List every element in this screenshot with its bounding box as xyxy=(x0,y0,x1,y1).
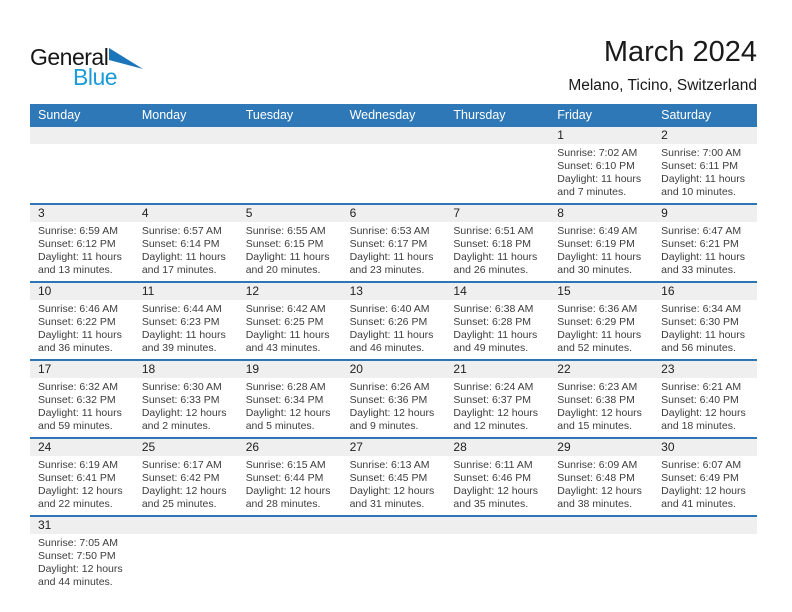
daylight-hours-line: Daylight: 11 hours xyxy=(557,329,642,341)
sunrise-line: Sunrise: 6:23 AM xyxy=(557,381,638,393)
day-number xyxy=(445,517,549,534)
sunrise-line: Sunrise: 6:24 AM xyxy=(453,381,534,393)
sunset-line: Sunset: 6:21 PM xyxy=(661,238,739,250)
sunrise-line: Sunrise: 6:46 AM xyxy=(38,303,118,315)
sunset-line: Sunset: 6:46 PM xyxy=(453,472,532,484)
daylight-minutes-line: and 26 minutes. xyxy=(453,264,529,276)
daylight-hours-line: Daylight: 11 hours xyxy=(38,407,122,419)
daylight-hours-line: Daylight: 11 hours xyxy=(38,329,122,341)
day-number xyxy=(134,517,238,534)
sunset-line: Sunset: 6:37 PM xyxy=(453,394,532,406)
day-cell xyxy=(30,283,134,359)
day-details xyxy=(445,456,549,515)
weekday-header-friday: Friday xyxy=(557,108,593,122)
daylight-minutes-line: and 5 minutes. xyxy=(245,420,315,432)
day-cell xyxy=(445,127,549,203)
sunrise-line: Sunrise: 6:32 AM xyxy=(38,381,118,393)
day-cell xyxy=(134,205,238,281)
daylight-hours-line: Daylight: 11 hours xyxy=(557,251,642,263)
daylight-minutes-line: and 28 minutes. xyxy=(245,498,321,510)
daylight-hours-line: Daylight: 12 hours xyxy=(38,563,123,575)
day-details xyxy=(445,534,549,591)
week-row xyxy=(30,283,757,361)
day-cell xyxy=(134,283,238,359)
daylight-minutes-line: and 18 minutes. xyxy=(661,420,736,432)
sunrise-line: Sunrise: 6:13 AM xyxy=(349,459,430,471)
sunrise-line: Sunrise: 6:21 AM xyxy=(661,381,742,393)
day-cell xyxy=(549,439,653,515)
sunrise-line: Sunrise: 6:49 AM xyxy=(557,225,638,237)
weekday-header-wednesday: Wednesday xyxy=(349,108,416,122)
weekday-header-thursday: Thursday xyxy=(453,108,506,122)
day-number xyxy=(549,517,653,534)
daylight-minutes-line: and 30 minutes. xyxy=(557,264,632,276)
day-number: 24 xyxy=(30,439,134,456)
day-details xyxy=(445,300,549,359)
day-cell xyxy=(653,283,757,359)
day-number: 9 xyxy=(653,205,757,222)
day-cell xyxy=(134,361,238,437)
day-cell xyxy=(445,439,549,515)
sunset-line: Sunset: 6:14 PM xyxy=(141,238,220,250)
daylight-minutes-line: and 38 minutes. xyxy=(557,498,632,510)
sunset-line: Sunset: 6:23 PM xyxy=(141,316,220,328)
daylight-minutes-line: and 41 minutes. xyxy=(661,498,736,510)
day-details xyxy=(134,534,238,591)
day-number xyxy=(445,127,549,144)
daylight-minutes-line: and 20 minutes. xyxy=(245,264,321,276)
day-cell xyxy=(30,439,134,515)
daylight-hours-line: Daylight: 12 hours xyxy=(453,407,539,419)
daylight-minutes-line: and 59 minutes. xyxy=(38,420,113,432)
sunset-line: Sunset: 6:49 PM xyxy=(661,472,739,484)
day-number: 29 xyxy=(549,439,653,456)
week-row xyxy=(30,439,757,517)
day-details xyxy=(549,144,653,203)
day-details xyxy=(134,144,238,201)
day-number: 15 xyxy=(549,283,653,300)
daylight-hours-line: Daylight: 12 hours xyxy=(661,407,746,419)
daylight-minutes-line: and 36 minutes. xyxy=(38,342,113,354)
daylight-hours-line: Daylight: 12 hours xyxy=(557,485,642,497)
weekday-header-tuesday: Tuesday xyxy=(245,108,294,122)
day-number: 25 xyxy=(134,439,238,456)
week-row xyxy=(30,127,757,205)
daylight-minutes-line: and 10 minutes. xyxy=(661,186,736,198)
sunset-line: Sunset: 6:32 PM xyxy=(38,394,116,406)
sunrise-line: Sunrise: 7:05 AM xyxy=(38,537,118,549)
day-cell xyxy=(549,283,653,359)
day-cell xyxy=(445,283,549,359)
daylight-minutes-line: and 39 minutes. xyxy=(141,342,217,354)
daylight-minutes-line: and 13 minutes. xyxy=(38,264,113,276)
day-cell xyxy=(445,205,549,281)
day-number: 30 xyxy=(653,439,757,456)
weekday-header-saturday: Saturday xyxy=(661,108,712,122)
day-cell xyxy=(342,205,446,281)
day-details xyxy=(342,222,446,281)
sunset-line: Sunset: 6:30 PM xyxy=(661,316,739,328)
day-number: 20 xyxy=(342,361,446,378)
sunset-line: Sunset: 6:42 PM xyxy=(141,472,220,484)
day-number: 16 xyxy=(653,283,757,300)
day-cell xyxy=(445,361,549,437)
sunset-line: Sunset: 7:50 PM xyxy=(38,550,116,562)
day-number: 23 xyxy=(653,361,757,378)
sunrise-line: Sunrise: 6:15 AM xyxy=(245,459,326,471)
day-cell xyxy=(134,439,238,515)
sunset-line: Sunset: 6:48 PM xyxy=(557,472,635,484)
daylight-hours-line: Daylight: 11 hours xyxy=(557,173,642,185)
day-number: 8 xyxy=(549,205,653,222)
daylight-minutes-line: and 35 minutes. xyxy=(453,498,529,510)
day-cell xyxy=(549,127,653,203)
day-cell xyxy=(238,127,342,203)
daylight-hours-line: Daylight: 11 hours xyxy=(661,329,745,341)
day-number: 31 xyxy=(30,517,134,534)
daylight-minutes-line: and 12 minutes. xyxy=(453,420,529,432)
week-row xyxy=(30,517,757,593)
daylight-minutes-line: and 23 minutes. xyxy=(349,264,425,276)
sunset-line: Sunset: 6:19 PM xyxy=(557,238,635,250)
day-details xyxy=(342,144,446,201)
sunset-line: Sunset: 6:41 PM xyxy=(38,472,116,484)
daylight-hours-line: Daylight: 11 hours xyxy=(245,251,330,263)
sunset-line: Sunset: 6:34 PM xyxy=(245,394,324,406)
daylight-hours-line: Daylight: 12 hours xyxy=(349,485,435,497)
sunrise-line: Sunrise: 6:28 AM xyxy=(245,381,326,393)
day-cell xyxy=(30,205,134,281)
day-cell xyxy=(653,205,757,281)
daylight-minutes-line: and 52 minutes. xyxy=(557,342,632,354)
sunrise-line: Sunrise: 6:36 AM xyxy=(557,303,638,315)
day-details xyxy=(445,378,549,437)
daylight-hours-line: Daylight: 12 hours xyxy=(557,407,642,419)
day-number: 27 xyxy=(342,439,446,456)
sunrise-line: Sunrise: 6:40 AM xyxy=(349,303,430,315)
calendar-table xyxy=(30,104,757,593)
day-details xyxy=(134,300,238,359)
weekday-header-sunday: Sunday xyxy=(38,108,81,122)
page-title: March 2024 xyxy=(603,36,757,68)
sunrise-line: Sunrise: 6:42 AM xyxy=(245,303,326,315)
sunrise-line: Sunrise: 6:09 AM xyxy=(557,459,638,471)
sunset-line: Sunset: 6:10 PM xyxy=(557,160,635,172)
sunrise-line: Sunrise: 6:07 AM xyxy=(661,459,742,471)
sunset-line: Sunset: 6:45 PM xyxy=(349,472,428,484)
sunset-line: Sunset: 6:11 PM xyxy=(661,160,738,172)
sunrise-line: Sunrise: 6:34 AM xyxy=(661,303,742,315)
daylight-hours-line: Daylight: 12 hours xyxy=(349,407,435,419)
day-number xyxy=(134,127,238,144)
weekday-header-monday: Monday xyxy=(141,108,187,122)
day-number: 11 xyxy=(134,283,238,300)
sunrise-line: Sunrise: 6:11 AM xyxy=(453,459,533,471)
daylight-minutes-line: and 31 minutes. xyxy=(349,498,425,510)
sunset-line: Sunset: 6:33 PM xyxy=(141,394,220,406)
daylight-hours-line: Daylight: 12 hours xyxy=(141,407,227,419)
sunrise-line: Sunrise: 7:00 AM xyxy=(661,147,742,159)
day-number: 13 xyxy=(342,283,446,300)
sunset-line: Sunset: 6:38 PM xyxy=(557,394,635,406)
sunrise-line: Sunrise: 6:47 AM xyxy=(661,225,742,237)
day-details xyxy=(134,378,238,437)
day-cell xyxy=(653,361,757,437)
day-number: 12 xyxy=(238,283,342,300)
week-row xyxy=(30,361,757,439)
day-number: 18 xyxy=(134,361,238,378)
day-cell xyxy=(238,205,342,281)
day-cell xyxy=(653,517,757,593)
weekday-header-row xyxy=(30,104,757,127)
day-details xyxy=(342,378,446,437)
day-details xyxy=(549,456,653,515)
day-details xyxy=(238,534,342,591)
sunset-line: Sunset: 6:25 PM xyxy=(245,316,324,328)
day-cell xyxy=(134,127,238,203)
sunset-line: Sunset: 6:40 PM xyxy=(661,394,739,406)
day-details xyxy=(30,534,134,593)
sunrise-line: Sunrise: 7:02 AM xyxy=(557,147,638,159)
daylight-minutes-line: and 7 minutes. xyxy=(557,186,627,198)
day-cell xyxy=(342,517,446,593)
day-number: 7 xyxy=(445,205,549,222)
day-details xyxy=(134,456,238,515)
day-cell xyxy=(238,361,342,437)
sunrise-line: Sunrise: 6:51 AM xyxy=(453,225,534,237)
daylight-minutes-line: and 43 minutes. xyxy=(245,342,321,354)
daylight-minutes-line: and 44 minutes. xyxy=(38,576,113,588)
sunrise-line: Sunrise: 6:26 AM xyxy=(349,381,430,393)
sunset-line: Sunset: 6:28 PM xyxy=(453,316,532,328)
daylight-hours-line: Daylight: 12 hours xyxy=(141,485,227,497)
sunrise-line: Sunrise: 6:53 AM xyxy=(349,225,430,237)
daylight-minutes-line: and 46 minutes. xyxy=(349,342,425,354)
day-details xyxy=(30,300,134,359)
sunrise-line: Sunrise: 6:38 AM xyxy=(453,303,534,315)
day-details xyxy=(653,534,757,591)
daylight-hours-line: Daylight: 12 hours xyxy=(38,485,123,497)
day-number xyxy=(342,127,446,144)
day-cell xyxy=(30,361,134,437)
daylight-minutes-line: and 2 minutes. xyxy=(141,420,211,432)
daylight-hours-line: Daylight: 11 hours xyxy=(141,251,226,263)
day-number xyxy=(238,127,342,144)
day-details xyxy=(30,222,134,281)
day-number: 14 xyxy=(445,283,549,300)
day-number xyxy=(653,517,757,534)
day-cell xyxy=(549,361,653,437)
day-details xyxy=(445,144,549,201)
day-details xyxy=(30,378,134,437)
day-number: 6 xyxy=(342,205,446,222)
daylight-minutes-line: and 33 minutes. xyxy=(661,264,736,276)
daylight-hours-line: Daylight: 11 hours xyxy=(661,173,745,185)
day-number: 2 xyxy=(653,127,757,144)
day-details xyxy=(342,534,446,591)
daylight-hours-line: Daylight: 11 hours xyxy=(349,329,434,341)
day-details xyxy=(549,222,653,281)
day-number xyxy=(238,517,342,534)
day-cell xyxy=(238,439,342,515)
sunrise-line: Sunrise: 6:44 AM xyxy=(141,303,222,315)
sunset-line: Sunset: 6:15 PM xyxy=(245,238,324,250)
general-blue-logo xyxy=(30,46,143,88)
sunset-line: Sunset: 6:22 PM xyxy=(38,316,116,328)
day-number: 10 xyxy=(30,283,134,300)
day-details xyxy=(653,144,757,203)
day-details xyxy=(653,300,757,359)
daylight-hours-line: Daylight: 11 hours xyxy=(141,329,226,341)
daylight-hours-line: Daylight: 11 hours xyxy=(661,251,745,263)
day-details xyxy=(342,456,446,515)
day-details xyxy=(549,378,653,437)
day-details xyxy=(445,222,549,281)
daylight-minutes-line: and 17 minutes. xyxy=(141,264,217,276)
day-details xyxy=(653,378,757,437)
daylight-minutes-line: and 9 minutes. xyxy=(349,420,419,432)
sunrise-line: Sunrise: 6:19 AM xyxy=(38,459,118,471)
sunset-line: Sunset: 6:29 PM xyxy=(557,316,635,328)
day-details xyxy=(238,378,342,437)
day-details xyxy=(238,456,342,515)
day-number: 1 xyxy=(549,127,653,144)
daylight-minutes-line: and 22 minutes. xyxy=(38,498,113,510)
daylight-hours-line: Daylight: 11 hours xyxy=(245,329,330,341)
sunrise-line: Sunrise: 6:55 AM xyxy=(245,225,326,237)
day-cell xyxy=(30,127,134,203)
daylight-hours-line: Daylight: 12 hours xyxy=(245,485,331,497)
sunrise-line: Sunrise: 6:59 AM xyxy=(38,225,118,237)
day-number: 28 xyxy=(445,439,549,456)
day-cell xyxy=(653,127,757,203)
title-block xyxy=(568,36,757,95)
day-number: 17 xyxy=(30,361,134,378)
day-cell xyxy=(549,205,653,281)
day-cell xyxy=(342,283,446,359)
daylight-hours-line: Daylight: 12 hours xyxy=(453,485,539,497)
location-subtitle: Melano, Ticino, Switzerland xyxy=(568,77,757,94)
sunrise-line: Sunrise: 6:57 AM xyxy=(141,225,222,237)
day-details xyxy=(134,222,238,281)
day-number: 19 xyxy=(238,361,342,378)
sunset-line: Sunset: 6:44 PM xyxy=(245,472,324,484)
week-row xyxy=(30,205,757,283)
day-cell xyxy=(549,517,653,593)
day-cell xyxy=(342,439,446,515)
day-cell xyxy=(238,517,342,593)
day-number: 21 xyxy=(445,361,549,378)
day-details xyxy=(30,144,134,201)
day-number: 22 xyxy=(549,361,653,378)
sunset-line: Sunset: 6:36 PM xyxy=(349,394,428,406)
day-number: 5 xyxy=(238,205,342,222)
daylight-hours-line: Daylight: 11 hours xyxy=(349,251,434,263)
day-details xyxy=(30,456,134,515)
daylight-minutes-line: and 25 minutes. xyxy=(141,498,217,510)
day-cell xyxy=(342,361,446,437)
day-number xyxy=(30,127,134,144)
day-number: 3 xyxy=(30,205,134,222)
day-cell xyxy=(445,517,549,593)
logo-text-blue: Blue xyxy=(73,64,118,90)
daylight-hours-line: Daylight: 11 hours xyxy=(38,251,122,263)
day-details xyxy=(653,222,757,281)
calendar-body xyxy=(30,127,757,593)
daylight-hours-line: Daylight: 11 hours xyxy=(453,329,538,341)
day-details xyxy=(238,300,342,359)
day-number: 26 xyxy=(238,439,342,456)
day-number xyxy=(342,517,446,534)
daylight-minutes-line: and 56 minutes. xyxy=(661,342,736,354)
day-details xyxy=(653,456,757,515)
daylight-minutes-line: and 49 minutes. xyxy=(453,342,529,354)
sunrise-line: Sunrise: 6:30 AM xyxy=(141,381,222,393)
sunset-line: Sunset: 6:12 PM xyxy=(38,238,116,250)
day-cell xyxy=(653,439,757,515)
sunset-line: Sunset: 6:18 PM xyxy=(453,238,532,250)
daylight-minutes-line: and 15 minutes. xyxy=(557,420,632,432)
daylight-hours-line: Daylight: 12 hours xyxy=(245,407,331,419)
day-details xyxy=(549,300,653,359)
daylight-hours-line: Daylight: 12 hours xyxy=(661,485,746,497)
day-details xyxy=(238,144,342,201)
sunset-line: Sunset: 6:17 PM xyxy=(349,238,428,250)
sunset-line: Sunset: 6:26 PM xyxy=(349,316,428,328)
day-number: 4 xyxy=(134,205,238,222)
day-details xyxy=(238,222,342,281)
logo-text-general: General xyxy=(30,44,109,70)
day-cell xyxy=(238,283,342,359)
day-cell xyxy=(342,127,446,203)
day-cell xyxy=(134,517,238,593)
day-details xyxy=(549,534,653,591)
sunrise-line: Sunrise: 6:17 AM xyxy=(141,459,222,471)
day-details xyxy=(342,300,446,359)
day-cell xyxy=(30,517,134,593)
daylight-hours-line: Daylight: 11 hours xyxy=(453,251,538,263)
